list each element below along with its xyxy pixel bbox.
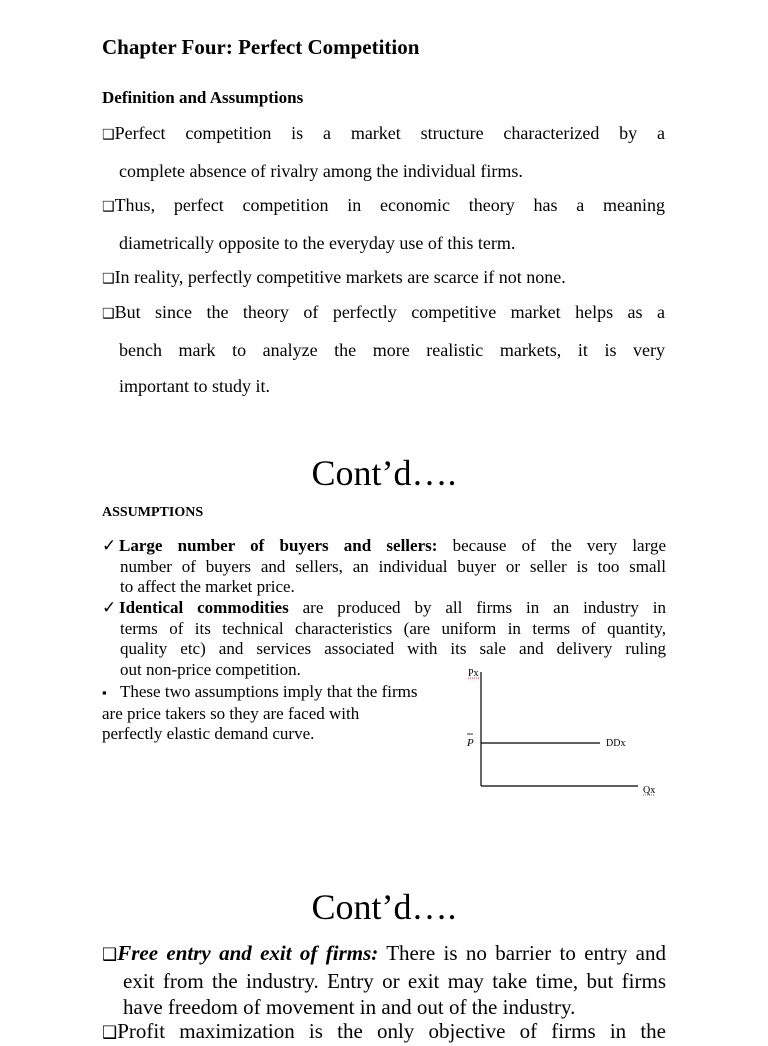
price-taker-implication: ▪ These two assumptions imply that the firms are price takers so they are faced with perfectly elastic demand curve. (102, 682, 418, 744)
price-label: P (467, 737, 474, 749)
x-axis-label: Qx (643, 785, 656, 796)
bullet-box-icon: ❑ (102, 271, 115, 287)
square-bullet-icon: ▪ (102, 685, 107, 700)
definition-bullet-2: ❑Thus, perfect competition in economic theory has a meaning diametrically opposite to the everyday use of this term. (102, 195, 665, 253)
definition-bullet-3: ❑In reality, perfectly competitive markets are scarce if not none. (102, 267, 566, 287)
assumption-profit-maximization: ❑Profit maximization is the only objective of firms in the (102, 1019, 666, 1043)
bullet-box-icon: ❑ (102, 1023, 118, 1043)
check-icon: ✓ (102, 598, 117, 617)
assumption-identical-commodities: ✓ Identical commodities are produced by all firms in an industry in terms of its technical characteristics (are uniform in terms of quantity, quality etc) and services associated with its sale and delivery ruling out non-price competition. (102, 598, 666, 679)
check-icon: ✓ (102, 536, 117, 555)
bullet-box-icon: ❑ (102, 306, 115, 322)
section-subtitle: Definition and Assumptions (102, 88, 304, 107)
assumption-free-entry: ❑Free entry and exit of firms: There is no barrier to entry and exit from the industry. Entry or exit may take time, but firms have freedom of movement in and out of the industry. (102, 941, 667, 1019)
bullet-box-icon: ❑ (102, 199, 115, 215)
chapter-title: Chapter Four: Perfect Competition (102, 35, 420, 59)
y-axis-label: Px (468, 668, 479, 679)
bullet-box-icon: ❑ (102, 127, 115, 143)
demand-curve-graph (455, 662, 665, 802)
assumptions-label: ASSUMPTIONS (102, 505, 204, 520)
bullet-box-icon: ❑ (102, 945, 118, 965)
contd-heading-2: Cont’d…. (311, 887, 457, 927)
definition-bullet-4: ❑But since the theory of perfectly competitive market helps as a bench mark to analyze the more realistic markets, it is very important to study it. (102, 302, 665, 396)
contd-heading-1: Cont’d…. (311, 453, 457, 493)
assumption-large-number: ✓ Large number of buyers and sellers: because of the very large number of buyers and sellers, an individual buyer or seller is too small to affect the market price. (102, 536, 667, 597)
curve-label: DDx (606, 738, 626, 749)
definition-bullet-1: ❑Perfect competition is a market structure characterized by a complete absence of rivalry among the individual firms. (102, 123, 665, 181)
